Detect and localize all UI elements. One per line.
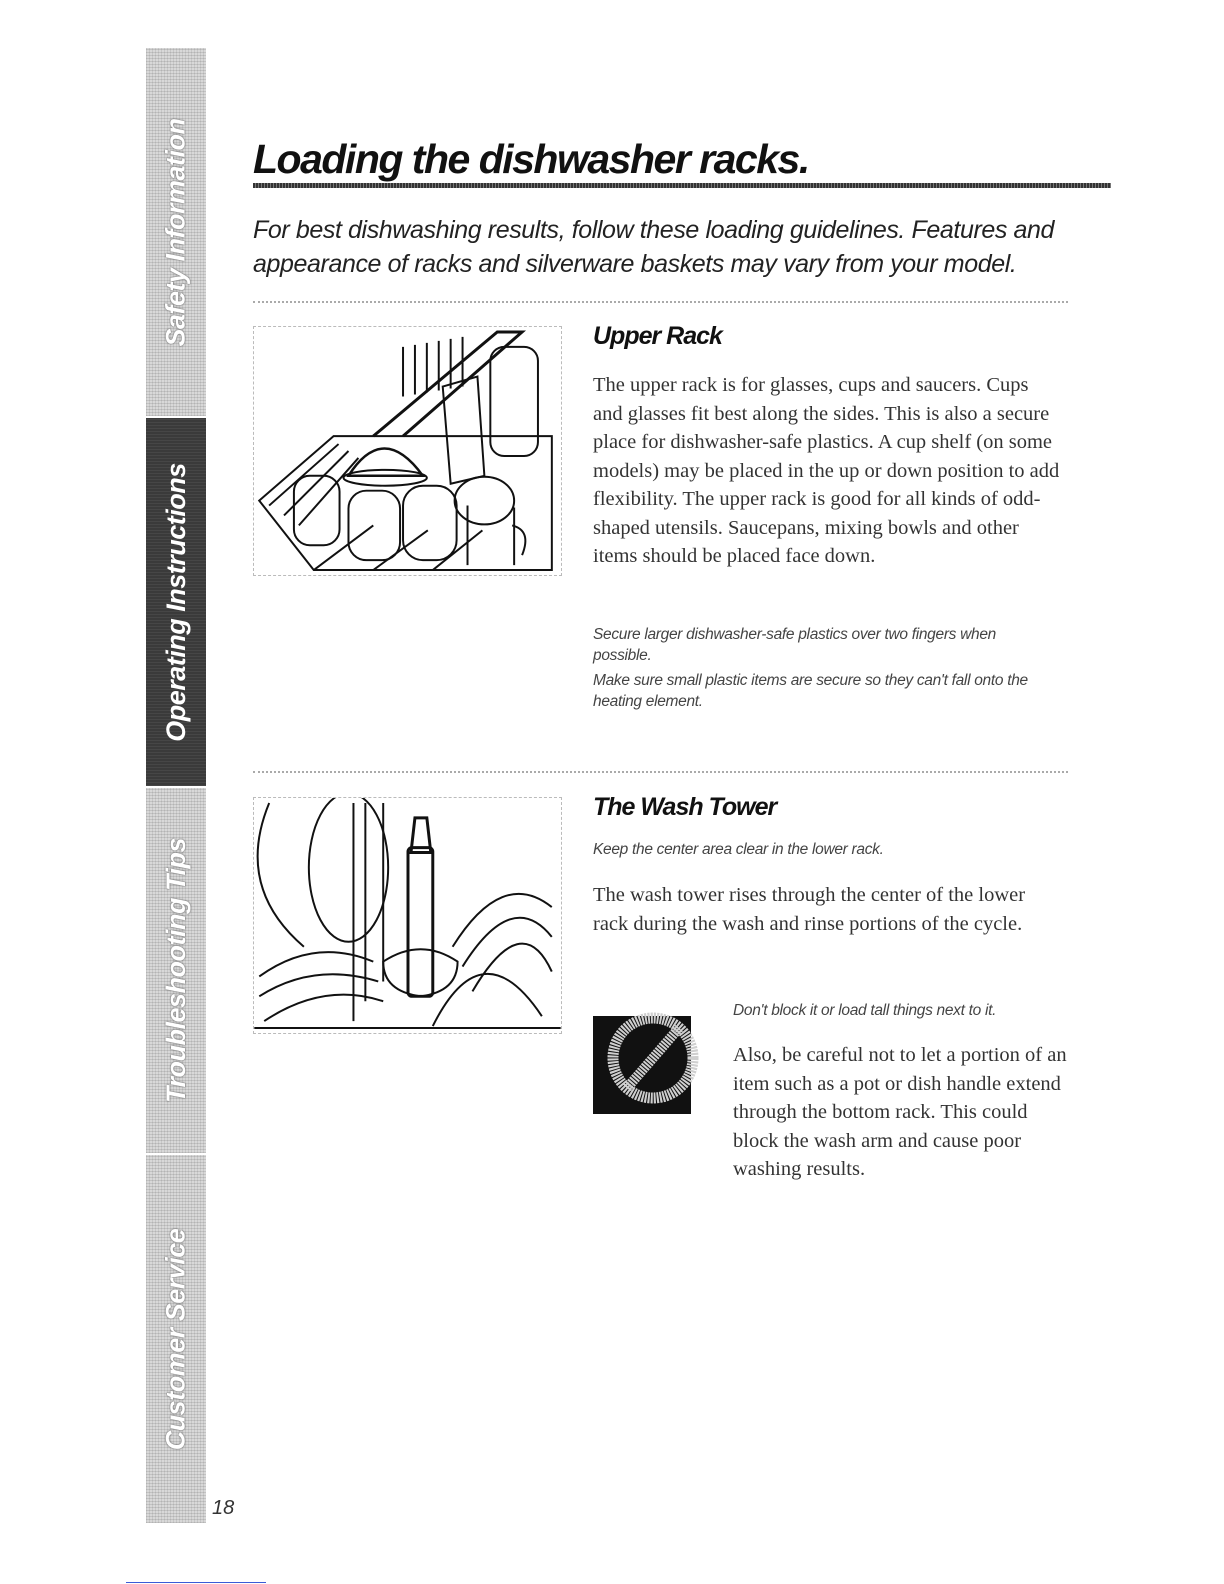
wash-tower-note: Keep the center area clear in the lower rack. [593,841,884,858]
wash-tower-warning-note: Don't block it or load tall things next to it. [733,1002,997,1019]
page-title: Loading the dishwasher racks. [253,136,809,182]
tab-troubleshooting-tips[interactable] [146,788,206,1155]
tab-operating-instructions[interactable] [146,418,206,788]
prohibited-icon [593,996,701,1114]
wash-tower-heading: The Wash Tower [593,793,777,821]
tab-label: Operating Instructions [160,462,191,742]
section-divider [253,301,1068,303]
wash-tower-body: The wash tower rises through the center of the lower rack during the wash and rinse portions of the cycle. [593,884,1026,935]
tab-label: Troubleshooting Tips [160,838,191,1103]
tab-customer-service[interactable] [146,1155,206,1525]
wash-tower-warning-body: Also, be careful not to let a portion of an item such as a pot or dish handle extend through the bottom rack. This could block the wash arm and cause poor washing results. [733,1044,1067,1180]
upper-rack-body: The upper rack is for glasses, cups and saucers. Cups and glasses fit best along the sides. This is also a secure place for dishwasher-safe plastics. A cup shelf (on some models) may be placed in the up or down position to add flexibility. The upper rack is good for all kinds of odd-shaped utensils. Saucepans, mixing bowls and other items should be placed face down. [593,374,1060,567]
tab-label: Customer Service [160,1228,191,1450]
title-divider [253,183,1111,188]
tab-label: Safety Information [160,117,191,347]
upper-rack-note: Secure larger dishwasher-safe plastics over two fingers when possible. [593,626,996,664]
tab-safety-information[interactable] [146,48,206,418]
upper-rack-heading: Upper Rack [593,322,722,350]
intro-text: For best dishwashing results, follow these loading guidelines. Features and appearance of racks and silverware baskets may vary from your model. [253,216,1055,278]
page-number: 18 [212,1497,235,1519]
wash-tower-illustration [253,797,562,1034]
upper-rack-illustration [253,326,562,576]
bottom-link-line [126,1582,266,1583]
upper-rack-note: Make sure small plastic items are secure so they can't fall onto the heating element. [593,672,1028,710]
section-divider [253,771,1068,773]
